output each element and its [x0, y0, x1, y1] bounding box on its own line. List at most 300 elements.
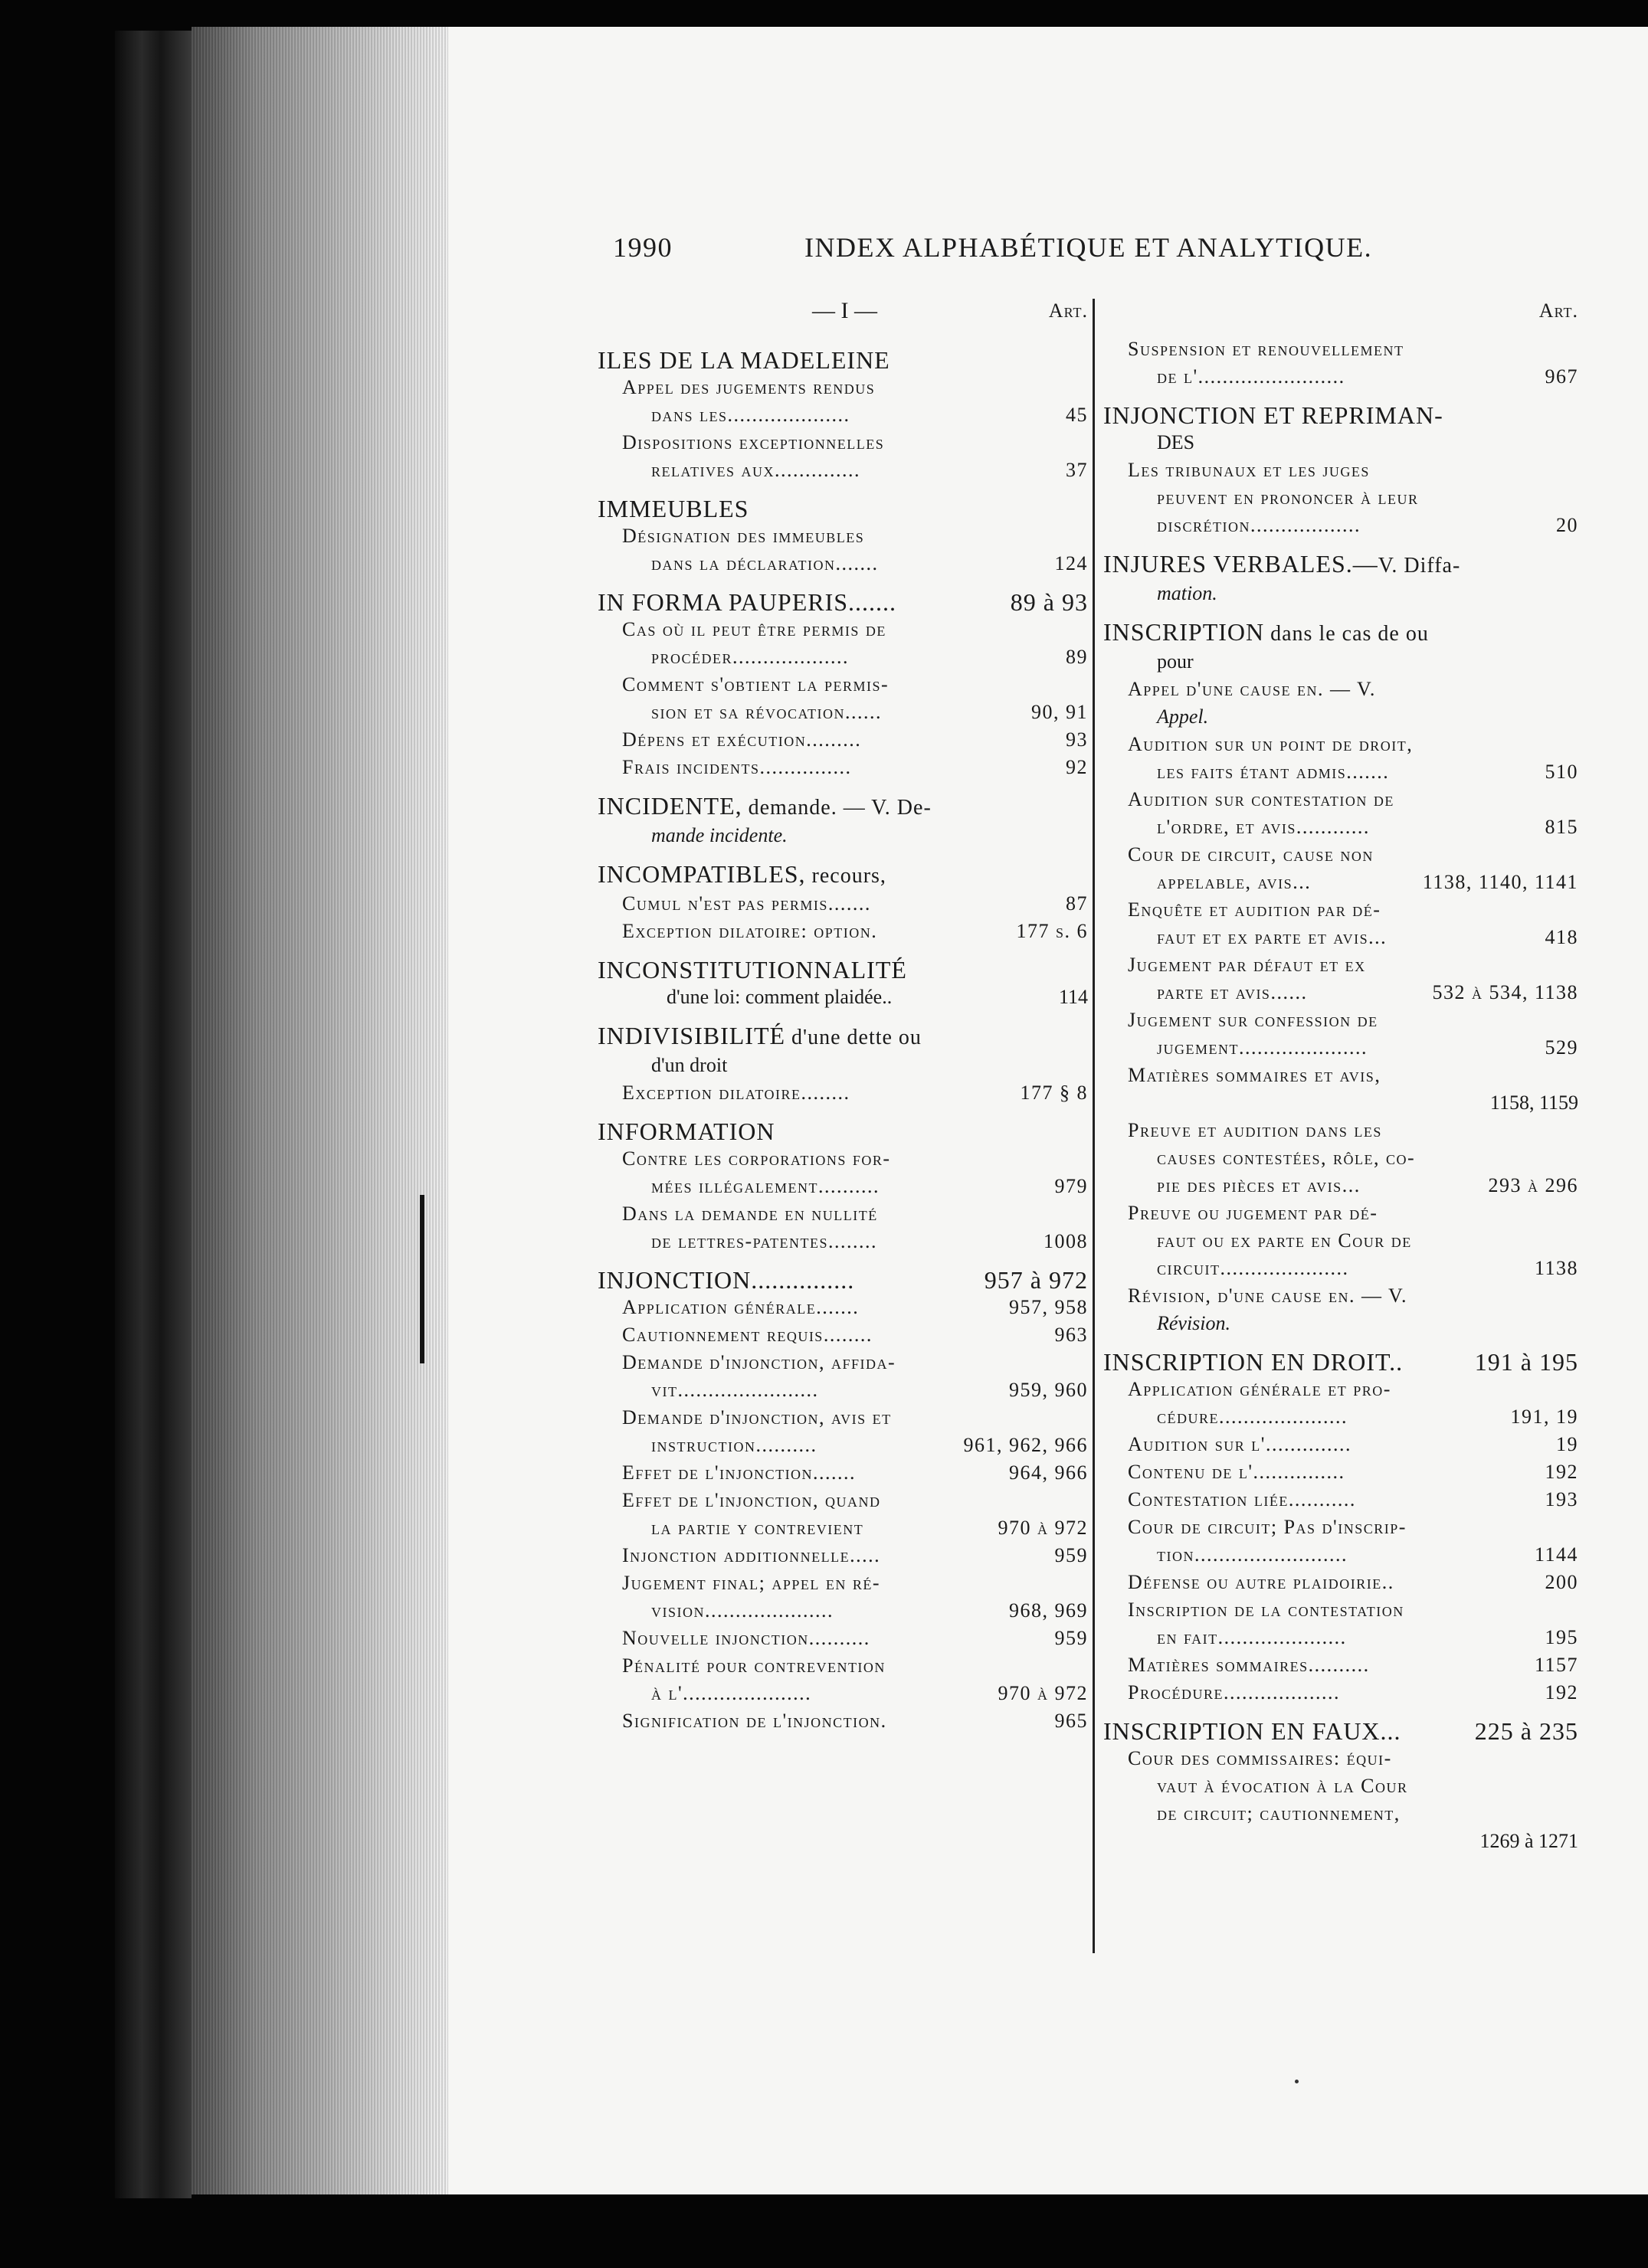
- index-line: [598, 983, 1088, 1011]
- article-ref: 968, 969: [1009, 1599, 1088, 1622]
- index-line: [1103, 618, 1578, 648]
- article-ref: 979: [1054, 1175, 1088, 1197]
- index-line: [1103, 1006, 1578, 1034]
- article-ref: 1144: [1534, 1543, 1578, 1566]
- entry-text: [651, 1432, 958, 1459]
- index-line: [1103, 1679, 1578, 1707]
- entry-text: [622, 671, 1082, 699]
- entry-term: Cour de circuit, cause non: [1128, 843, 1374, 866]
- entry-term: l'ordre, et avis............: [1157, 816, 1370, 838]
- index-line: [598, 1349, 1088, 1376]
- index-line: [1103, 869, 1578, 896]
- article-ref: 1158, 1159: [1489, 1091, 1578, 1114]
- entry-qualifier: d'une dette ou: [785, 1026, 922, 1049]
- index-line: [598, 792, 1088, 822]
- article-ref: 959, 960: [1009, 1379, 1088, 1401]
- entry-term: pour: [1157, 650, 1194, 673]
- index-line: [598, 671, 1088, 699]
- entry-text: [651, 550, 1049, 578]
- article-ref: 1008: [1044, 1230, 1088, 1252]
- index-line: [598, 1022, 1088, 1052]
- entry-term: discrétion..................: [1157, 514, 1361, 536]
- entry-term: Effet de l'injonction, quand: [622, 1489, 881, 1511]
- index-line: [1103, 1062, 1578, 1089]
- entry-term: Demande d'injonction, affida-: [622, 1351, 896, 1373]
- entry-text: [1128, 1679, 1539, 1707]
- entry-text: [667, 983, 1053, 1011]
- entry-term: procéder...................: [651, 646, 850, 668]
- article-ref: 961, 962, 966: [963, 1434, 1088, 1456]
- entry-text: [1157, 512, 1550, 539]
- index-line: [1103, 786, 1578, 813]
- entry-text: [1157, 1403, 1505, 1431]
- entry-term: INJURES VERBALES.—: [1103, 550, 1378, 578]
- article-ref: 19: [1556, 1433, 1578, 1455]
- entry-text: [1103, 401, 1572, 429]
- index-line: [598, 1200, 1088, 1228]
- index-line: [598, 726, 1088, 754]
- entry-term: vaut à évocation à la Cour: [1157, 1775, 1408, 1797]
- entry-text: [1157, 648, 1572, 676]
- index-line: [1103, 1034, 1578, 1062]
- article-ref: 191 à 195: [1474, 1348, 1578, 1376]
- index-line: [598, 401, 1088, 429]
- index-line: [598, 1487, 1088, 1514]
- entry-text: [1157, 1800, 1572, 1828]
- entry-term: Application générale et pro-: [1128, 1378, 1391, 1400]
- index-line: [1103, 676, 1578, 703]
- entry-text: [598, 860, 1082, 890]
- entry-term: INCONSTITUTIONNALITÉ: [598, 956, 907, 983]
- index-line: [1103, 758, 1578, 786]
- index-line: [1103, 1376, 1578, 1403]
- article-ref: 957 à 972: [984, 1266, 1088, 1294]
- entry-text: [1128, 841, 1572, 869]
- entry-text: [651, 699, 1025, 726]
- index-line: [1103, 1172, 1578, 1199]
- entry-term: instruction..........: [651, 1434, 817, 1456]
- entry-term: DES: [1157, 431, 1195, 453]
- entry-text: [1128, 786, 1572, 813]
- entry-text: [622, 1200, 1082, 1228]
- index-line: [1103, 1800, 1578, 1828]
- entry-term: vit.......................: [651, 1379, 819, 1401]
- entry-term: Audition sur un point de droit,: [1128, 733, 1414, 755]
- entry-text: [1128, 896, 1572, 924]
- entry-term: INJONCTION...............: [598, 1266, 855, 1294]
- entry-text: [1128, 1062, 1572, 1089]
- article-ref: 959: [1054, 1627, 1088, 1649]
- entry-text: [651, 1228, 1037, 1255]
- index-line: [598, 918, 1088, 945]
- entry-text: [1157, 1144, 1572, 1172]
- entry-text: [622, 1625, 1049, 1652]
- entry-text: [651, 1376, 1003, 1404]
- entry-text: [598, 1022, 1082, 1052]
- article-ref: 87: [1066, 892, 1088, 915]
- index-line: [1103, 1717, 1578, 1745]
- entry-term: INDIVISIBILITÉ: [598, 1022, 786, 1049]
- entry-term: les faits étant admis.......: [1157, 761, 1390, 783]
- entry-text: [622, 1707, 1049, 1735]
- index-line: [598, 1459, 1088, 1487]
- entry-term: Dispositions exceptionnelles: [622, 431, 885, 453]
- entry-text: [1128, 457, 1572, 484]
- index-line: [1103, 1255, 1578, 1282]
- index-line: [598, 822, 1088, 849]
- entry-text: [651, 1052, 1082, 1079]
- entry-text: [622, 726, 1060, 754]
- index-line: [1103, 648, 1578, 676]
- index-line: [598, 429, 1088, 457]
- entry-text: [622, 890, 1060, 918]
- index-line: [1103, 1569, 1578, 1596]
- index-line: [598, 699, 1088, 726]
- article-ref: 20: [1556, 514, 1578, 536]
- entry-term: Enquête et audition par dé-: [1128, 898, 1381, 921]
- index-line: [598, 1118, 1088, 1145]
- index-line: [598, 1404, 1088, 1432]
- article-ref: 510: [1545, 761, 1578, 783]
- entry-term: à l'.....................: [651, 1682, 812, 1704]
- entry-term: dans les....................: [651, 404, 850, 426]
- entry-term: Frais incidents...............: [622, 756, 852, 778]
- index-line: [598, 1542, 1088, 1569]
- index-line: [1103, 580, 1578, 607]
- entry-term: INSCRIPTION: [1103, 618, 1265, 646]
- entry-text: [1103, 1348, 1469, 1376]
- entry-term: Révision, d'une cause en. — V.: [1128, 1285, 1407, 1307]
- index-line: [1103, 951, 1578, 979]
- entry-text: [1128, 1282, 1572, 1310]
- index-line: [1103, 1310, 1578, 1337]
- column-heading: [598, 297, 1088, 335]
- index-line: [1103, 1144, 1578, 1172]
- entry-term: Nouvelle injonction..........: [622, 1627, 870, 1649]
- art-label: Art.: [1538, 299, 1578, 322]
- entry-term: Preuve et audition dans les: [1128, 1119, 1382, 1141]
- index-line: [1103, 1117, 1578, 1144]
- entry-term: vision.....................: [651, 1599, 834, 1622]
- entry-term: Appel des jugements rendus: [622, 376, 876, 398]
- entry-text: [1157, 924, 1539, 951]
- article-ref: 964, 966: [1009, 1461, 1088, 1484]
- entry-text: [1128, 1376, 1572, 1403]
- entry-text: [1157, 1255, 1528, 1282]
- entry-term: INCOMPATIBLES,: [598, 860, 806, 888]
- article-ref: 177 s. 6: [1016, 920, 1088, 942]
- entry-text: [598, 792, 1082, 822]
- entry-term: Exception dilatoire: option.: [622, 920, 878, 942]
- entry-text: [1128, 1569, 1539, 1596]
- entry-term: de l'........................: [1157, 365, 1345, 388]
- index-line: [1103, 1199, 1578, 1227]
- entry-text: [1103, 550, 1572, 580]
- page-edges: [192, 27, 448, 2194]
- article-ref: 195: [1545, 1626, 1578, 1648]
- index-line: [598, 1597, 1088, 1625]
- right-column: [1103, 297, 1578, 1855]
- index-line: [1103, 731, 1578, 758]
- index-line: [598, 1376, 1088, 1404]
- entry-text: [1157, 758, 1539, 786]
- entry-text: [1128, 731, 1572, 758]
- entry-term: IN FORMA PAUPERIS.......: [598, 588, 897, 616]
- index-line: [1103, 1486, 1578, 1514]
- entry-text: [1128, 1117, 1572, 1144]
- entry-text: [1128, 1651, 1528, 1679]
- index-line: [598, 1294, 1088, 1321]
- entry-term: jugement.....................: [1157, 1036, 1368, 1059]
- article-ref: 967: [1545, 365, 1578, 388]
- index-line: [1103, 1772, 1578, 1800]
- index-line: [598, 956, 1088, 983]
- entry-text: [622, 918, 1010, 945]
- entry-term: ILES DE LA MADELEINE: [598, 346, 890, 374]
- article-ref: 89 à 93: [1010, 588, 1088, 616]
- article-ref: 200: [1545, 1571, 1578, 1593]
- entry-text: [622, 1459, 1003, 1487]
- entry-term: Désignation des immeubles: [622, 525, 865, 547]
- index-line: [1103, 1227, 1578, 1255]
- article-ref: 193: [1545, 1488, 1578, 1510]
- entry-term: Matières sommaires..........: [1128, 1654, 1370, 1676]
- index-line: [598, 1173, 1088, 1200]
- index-line: [598, 1432, 1088, 1459]
- entry-term: INSCRIPTION EN FAUX...: [1103, 1717, 1401, 1745]
- entry-term: Audition sur l'..............: [1128, 1433, 1351, 1455]
- entry-term: Injonction additionnelle.....: [622, 1544, 881, 1566]
- entry-term: peuvent en prononcer à leur: [1157, 486, 1419, 509]
- entry-term: Contenu de l'...............: [1128, 1461, 1345, 1483]
- index-line: [598, 550, 1088, 578]
- article-ref: 191, 19: [1510, 1406, 1578, 1428]
- entry-term: d'un droit: [651, 1054, 728, 1076]
- article-ref: 1138, 1140, 1141: [1422, 871, 1578, 893]
- index-line: [1103, 1596, 1578, 1624]
- index-line: [598, 1707, 1088, 1735]
- entry-qualifier: demande. — V. De-: [742, 796, 932, 820]
- entry-text: [598, 956, 1082, 983]
- article-ref: 177 § 8: [1020, 1082, 1088, 1104]
- entry-text: [598, 588, 1004, 616]
- entry-text: [1103, 1717, 1469, 1745]
- index-line: [598, 522, 1088, 550]
- edge-mark: [420, 1195, 424, 1363]
- entry-text: [622, 754, 1060, 781]
- index-line: [1103, 401, 1578, 429]
- index-line: [598, 1514, 1088, 1542]
- running-head: [613, 231, 1410, 270]
- index-line: [1103, 429, 1578, 457]
- index-line: [1103, 1348, 1578, 1376]
- article-ref: 970 à 972: [998, 1682, 1088, 1704]
- entry-text: [1128, 1514, 1572, 1541]
- entry-qualifier: recours,: [805, 864, 886, 888]
- column-divider: [1093, 299, 1095, 1953]
- entry-term: cédure.....................: [1157, 1406, 1348, 1428]
- index-line: [598, 1052, 1088, 1079]
- entry-term: Demande d'injonction, avis et: [622, 1406, 892, 1429]
- entry-term: Signification de l'injonction.: [622, 1710, 887, 1732]
- index-line: [598, 346, 1088, 374]
- entry-term: Pénalité pour contrevention: [622, 1654, 886, 1677]
- entry-text: [1157, 703, 1572, 731]
- entry-term: Cour des commissaires: équi-: [1128, 1747, 1392, 1769]
- entry-term: Audition sur contestation de: [1128, 788, 1394, 810]
- index-line: [598, 643, 1088, 671]
- article-ref: 959: [1054, 1544, 1088, 1566]
- entry-term: Cumul n'est pas permis.......: [622, 892, 871, 915]
- entry-term: mation.: [1157, 582, 1217, 604]
- index-line: [1103, 1624, 1578, 1651]
- index-line: [598, 1145, 1088, 1173]
- index-line: [1103, 1431, 1578, 1458]
- article-ref: 957, 958: [1009, 1296, 1088, 1318]
- index-line: [1103, 484, 1578, 512]
- entry-term: mande incidente.: [651, 824, 788, 846]
- index-line: [1103, 457, 1578, 484]
- entry-text: [651, 457, 1060, 484]
- entry-term: Cautionnement requis........: [622, 1324, 873, 1346]
- index-line: [1103, 841, 1578, 869]
- entry-text: [1128, 1745, 1572, 1772]
- index-line: [1103, 1828, 1578, 1855]
- speck: [1295, 2080, 1299, 2083]
- index-line: [598, 616, 1088, 643]
- entry-text: [622, 1349, 1082, 1376]
- index-line: [598, 1680, 1088, 1707]
- index-line: [598, 890, 1088, 918]
- index-line: [598, 1652, 1088, 1680]
- art-label: Art.: [1048, 299, 1088, 322]
- entry-term: parte et avis......: [1157, 981, 1308, 1003]
- index-line: [1103, 924, 1578, 951]
- article-ref: 963: [1054, 1324, 1088, 1346]
- article-ref: 815: [1545, 816, 1578, 838]
- entry-term: Révision.: [1157, 1312, 1231, 1334]
- left-column: [598, 297, 1088, 1735]
- index-line: [598, 588, 1088, 616]
- entry-text: [598, 495, 1082, 522]
- entry-text: [622, 374, 1082, 401]
- entry-text: [1157, 869, 1417, 896]
- index-line: [598, 374, 1088, 401]
- entry-term: de lettres-patentes........: [651, 1230, 877, 1252]
- index-line: [598, 860, 1088, 890]
- article-ref: 418: [1545, 926, 1578, 948]
- entry-text: [1157, 1541, 1528, 1569]
- index-line: [598, 1625, 1088, 1652]
- article-ref: 92: [1066, 756, 1088, 778]
- column-heading: [1103, 297, 1578, 335]
- entry-text: [622, 1321, 1049, 1349]
- entry-term: en fait.....................: [1157, 1626, 1347, 1648]
- entry-term: INCIDENTE,: [598, 792, 742, 820]
- entry-term: la partie y contrevient: [651, 1517, 864, 1539]
- entry-text: [651, 1597, 1003, 1625]
- article-ref: 89: [1066, 646, 1088, 668]
- entry-text: [622, 616, 1082, 643]
- entry-term: Les tribunaux et les juges: [1128, 459, 1370, 481]
- index-line: [598, 1228, 1088, 1255]
- entry-term: Défense ou autre plaidoirie..: [1128, 1571, 1394, 1593]
- entry-text: [1157, 429, 1572, 457]
- entry-text: [651, 1173, 1049, 1200]
- entry-term: Effet de l'injonction.......: [622, 1461, 857, 1484]
- entry-term: Cas où il peut être permis de: [622, 618, 886, 640]
- entry-text: [622, 1145, 1082, 1173]
- entry-term: de circuit; cautionnement,: [1157, 1802, 1401, 1825]
- entry-text: [622, 1652, 1082, 1680]
- index-line: [1103, 512, 1578, 539]
- index-line: [598, 1079, 1088, 1107]
- article-ref: 225 à 235: [1474, 1717, 1578, 1745]
- index-line: [598, 457, 1088, 484]
- entry-term: mées illégalement..........: [651, 1175, 880, 1197]
- index-line: [1103, 1403, 1578, 1431]
- entry-term: Jugement sur confession de: [1128, 1009, 1378, 1031]
- entry-text: [1128, 1486, 1539, 1514]
- article-ref: 114: [1058, 986, 1088, 1008]
- index-line: [1103, 335, 1578, 363]
- index-line: [1103, 896, 1578, 924]
- entry-term: appelable, avis...: [1157, 871, 1312, 893]
- entry-term: sion et sa révocation......: [651, 701, 882, 723]
- entry-text: [1128, 335, 1572, 363]
- entry-text: [1157, 1310, 1572, 1337]
- index-line: [1103, 1089, 1578, 1117]
- entry-term: IMMEUBLES: [598, 495, 749, 522]
- article-ref: 529: [1545, 1036, 1578, 1059]
- article-ref: 965: [1054, 1710, 1088, 1732]
- entry-text: [622, 522, 1082, 550]
- entry-term: Inscription de la contestation: [1128, 1599, 1404, 1621]
- entry-text: [651, 1680, 992, 1707]
- index-line: [1103, 363, 1578, 391]
- section-letter: — I —: [812, 298, 877, 323]
- index-line: [598, 1569, 1088, 1597]
- entry-term: Appel d'une cause en. — V.: [1128, 678, 1376, 700]
- entry-term: d'une loi: comment plaidée..: [667, 986, 893, 1008]
- page-number: 1990: [613, 232, 673, 263]
- entry-term: INFORMATION: [598, 1118, 775, 1145]
- page-title: INDEX ALPHABÉTIQUE ET ANALYTIQUE.: [804, 232, 1373, 263]
- index-line: [1103, 1651, 1578, 1679]
- entry-term: Exception dilatoire........: [622, 1082, 850, 1104]
- entry-term: dans la déclaration.......: [651, 552, 879, 574]
- entry-term: Contestation liée...........: [1128, 1488, 1356, 1510]
- article-ref: 45: [1066, 404, 1088, 426]
- index-line: [1103, 550, 1578, 580]
- entry-text: [1157, 1034, 1539, 1062]
- index-line: [1103, 813, 1578, 841]
- entry-text: [622, 1542, 1049, 1569]
- index-line: [1103, 1514, 1578, 1541]
- index-line: [1103, 979, 1578, 1006]
- entry-term: Preuve ou jugement par dé-: [1128, 1202, 1378, 1224]
- entry-term: Comment s'obtient la permis-: [622, 673, 890, 695]
- entry-term: Dans la demande en nullité: [622, 1203, 878, 1225]
- entry-text: [622, 1569, 1082, 1597]
- index-line: [1103, 703, 1578, 731]
- entry-term: relatives aux..............: [651, 459, 860, 481]
- entry-text: [651, 822, 1082, 849]
- entry-term: Contre les corporations for-: [622, 1147, 891, 1170]
- article-ref: 1157: [1534, 1654, 1578, 1676]
- entry-term: Procédure...................: [1128, 1681, 1340, 1703]
- article-ref: 192: [1545, 1681, 1578, 1703]
